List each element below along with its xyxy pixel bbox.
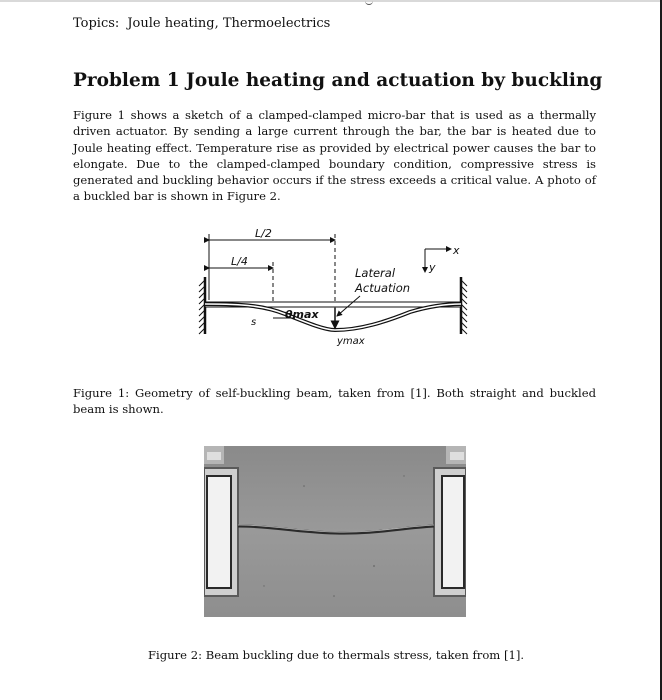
label-half-length: L/2 [255, 227, 272, 240]
left-anchor-inner [207, 476, 231, 588]
page-top-rule [0, 0, 662, 2]
problem-paragraph: Figure 1 shows a sketch of a clamped-clamped micro-bar that is used as a thermally driven actuator. By sending a large current through the bar, the bar is heated due to Joule heating effect. Temperature rise as provided by electrical power causes the bar to elongate. Due to the clamped-clamped boundary condition, compressive stress is generated and buckling behavior occurs if the stress exceeds a critical value. A photo of a buckled bar is shown in Figure 2. [73, 108, 596, 204]
label-y-max: ymax [337, 336, 365, 347]
label-quarter-length: L/4 [231, 255, 248, 268]
topics-label: Topics: [73, 16, 120, 31]
label-arc-length: s [251, 317, 257, 328]
figure-2-beam-photo [204, 446, 466, 617]
topics-line [73, 16, 330, 31]
label-theta-max: θmax [285, 308, 319, 321]
figure-1-caption: Figure 1: Geometry of self-buckling beam, taken from [1]. Both straight and buckled beam is shown. [73, 386, 596, 417]
label-x-axis: x [453, 244, 460, 257]
label-y-axis: y [429, 261, 436, 274]
label-lateral: Lateral [355, 266, 396, 280]
figure-2-caption: Figure 2: Beam buckling due to thermals stress, taken from [1]. [148, 648, 525, 662]
figure-1-beam-sketch [185, 222, 485, 372]
cropped-glyph-mark [365, 0, 373, 5]
topics-value: Joule heating, Thermoelectrics [127, 16, 331, 31]
problem-title: Problem 1 Joule heating and actuation by buckling [73, 70, 603, 91]
right-anchor-inner [442, 476, 464, 588]
label-actuation: Actuation [355, 281, 411, 295]
